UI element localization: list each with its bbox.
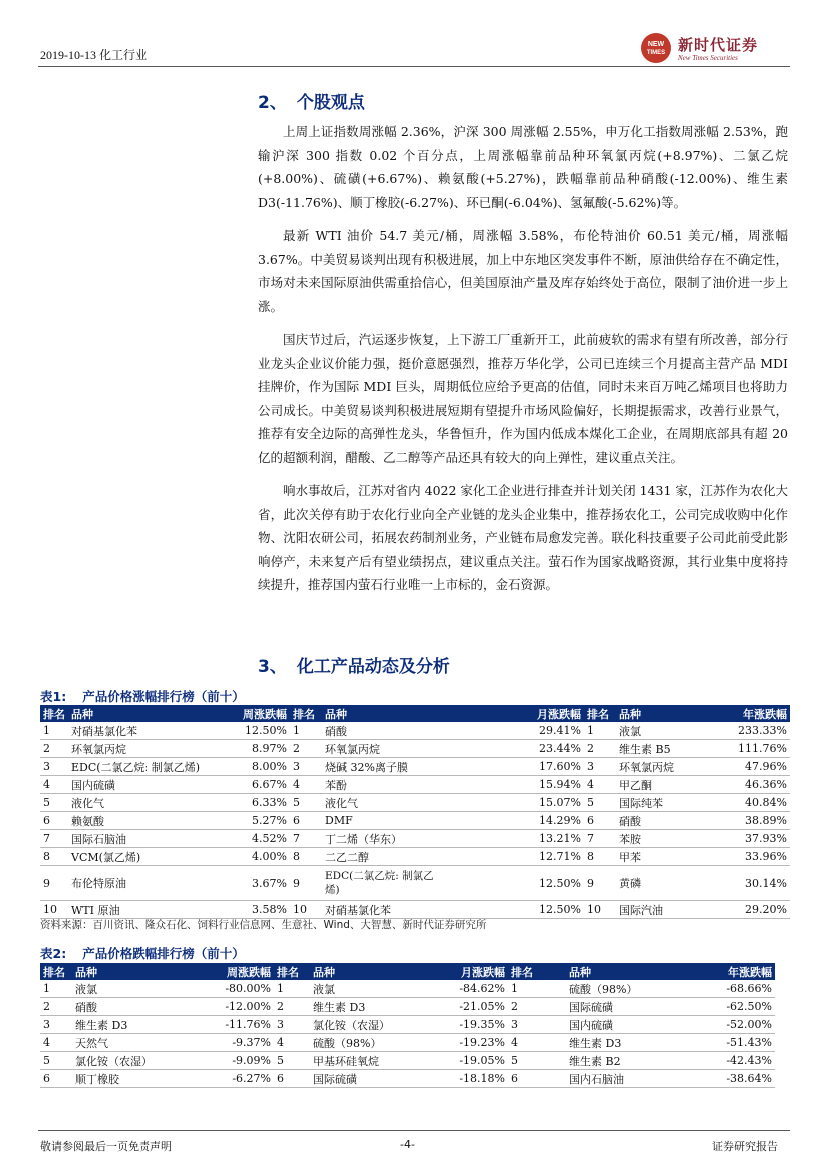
change-cell: 15.94% bbox=[444, 776, 584, 794]
product-cell: 丁二烯（华东） bbox=[322, 830, 444, 848]
table-2-caption bbox=[40, 944, 245, 962]
table-row bbox=[40, 1070, 775, 1088]
table-row bbox=[40, 758, 790, 776]
change-cell: 29.20% bbox=[708, 901, 790, 919]
change-cell: -19.05% bbox=[436, 1052, 508, 1070]
rank-cell: 9 bbox=[40, 866, 68, 901]
rank-cell: 2 bbox=[40, 740, 68, 758]
change-cell: -18.18% bbox=[436, 1070, 508, 1088]
rank-cell: 4 bbox=[274, 1034, 310, 1052]
change-cell: -84.62% bbox=[436, 980, 508, 998]
table-row bbox=[40, 812, 790, 830]
column-header: 品种 bbox=[566, 963, 686, 980]
product-cell: 维生素 D3 bbox=[310, 998, 436, 1016]
footer-page-number: -4- bbox=[400, 1138, 415, 1151]
change-cell: 40.84% bbox=[708, 794, 790, 812]
rank-cell: 5 bbox=[584, 794, 616, 812]
change-cell: -19.35% bbox=[436, 1016, 508, 1034]
change-cell: 111.76% bbox=[708, 740, 790, 758]
change-cell: 3.58% bbox=[218, 901, 290, 919]
product-cell: 液氯 bbox=[616, 722, 708, 740]
rank-cell: 2 bbox=[508, 998, 566, 1016]
change-cell: -19.23% bbox=[436, 1034, 508, 1052]
column-header: 排名 bbox=[290, 705, 322, 722]
column-header: 月涨跌幅 bbox=[444, 705, 584, 722]
product-cell: 硝酸 bbox=[72, 998, 204, 1016]
change-cell: 17.60% bbox=[444, 758, 584, 776]
footer-disclaimer: 敬请参阅最后一页免责声明 bbox=[40, 1140, 172, 1153]
column-header: 排名 bbox=[508, 963, 566, 980]
change-cell: 8.97% bbox=[218, 740, 290, 758]
rank-cell: 4 bbox=[40, 776, 68, 794]
table-row bbox=[40, 1034, 775, 1052]
product-cell: 国内硫磺 bbox=[68, 776, 218, 794]
product-cell: 烧碱 32%离子膜 bbox=[322, 758, 444, 776]
section-3-number: 3、 bbox=[258, 657, 287, 677]
product-cell: 液氯 bbox=[310, 980, 436, 998]
rank-cell: 1 bbox=[584, 722, 616, 740]
rank-cell: 6 bbox=[290, 812, 322, 830]
change-cell: 15.07% bbox=[444, 794, 584, 812]
product-cell: 甲基环硅氧烷 bbox=[310, 1052, 436, 1070]
change-cell: 29.41% bbox=[444, 722, 584, 740]
product-cell: 国际纯苯 bbox=[616, 794, 708, 812]
product-cell: 液化气 bbox=[68, 794, 218, 812]
rank-cell: 3 bbox=[274, 1016, 310, 1034]
product-cell: 环氧氯丙烷 bbox=[68, 740, 218, 758]
product-cell: 布伦特原油 bbox=[68, 866, 218, 901]
column-header: 品种 bbox=[68, 705, 218, 722]
header-divider bbox=[38, 66, 790, 67]
change-cell: 37.93% bbox=[708, 830, 790, 848]
paragraph-recommendation-wanhua: 国庆节过后，汽运逐步恢复，上下游工厂重新开工，此前疲软的需求有望有所改善，部分行业龙头企业议价能力强，挺价意愿强烈，推荐万华化学，公司已连续三个月提高主营产品 MDI 挂牌价，作为国际 MDI 巨头，周期低位应给予更高的估值，同时未来百万吨乙烯项目也将助力公司成长。中美贸易谈判积极进展短期有望提升市场风险偏好，长期提振需求，改善行业景气，推荐有安全边际的高弹性龙头，华鲁恒升，作为国内低成本煤化工企业，在周期底部具有超 20 亿的超额利润，醋酸、乙二醇等产品还具有较大的向上弹性，建议重点关注。 bbox=[258, 332, 788, 465]
svg-text:NEW: NEW bbox=[647, 41, 665, 48]
logo-company-name: 新时代证券 bbox=[678, 36, 759, 54]
table-header-row bbox=[40, 705, 790, 722]
change-cell: 4.00% bbox=[218, 848, 290, 866]
change-cell: -21.05% bbox=[436, 998, 508, 1016]
header-date-industry: 2019-10-13 化工行业 bbox=[40, 48, 147, 62]
product-cell: 液氯 bbox=[72, 980, 204, 998]
rank-cell: 5 bbox=[274, 1052, 310, 1070]
svg-text:TIMES: TIMES bbox=[646, 50, 666, 56]
column-header: 排名 bbox=[40, 963, 72, 980]
logo-company-name-en: New Times Securities bbox=[678, 54, 738, 62]
change-cell: 6.67% bbox=[218, 776, 290, 794]
section-3-heading bbox=[258, 652, 450, 677]
rank-cell: 2 bbox=[274, 998, 310, 1016]
rank-cell: 7 bbox=[584, 830, 616, 848]
section-2-number: 2、 bbox=[258, 93, 287, 113]
product-cell: 硫酸（98%） bbox=[566, 980, 686, 998]
rank-cell: 7 bbox=[290, 830, 322, 848]
column-header: 品种 bbox=[310, 963, 436, 980]
product-cell: VCM(氯乙烯) bbox=[68, 848, 218, 866]
product-cell: 氯化铵（农湿） bbox=[72, 1052, 204, 1070]
rank-cell: 5 bbox=[290, 794, 322, 812]
product-cell: 国内硫磺 bbox=[566, 1016, 686, 1034]
change-cell: -42.43% bbox=[686, 1052, 775, 1070]
table-2-title: 产品价格跌幅排行榜（前十） bbox=[82, 946, 245, 961]
product-cell: EDC(二氯乙烷: 制氯乙烯) bbox=[68, 758, 218, 776]
product-cell: DMF bbox=[322, 812, 444, 830]
column-header: 排名 bbox=[40, 705, 68, 722]
table-1-label: 表1: bbox=[40, 689, 67, 704]
product-cell: EDC(二氯乙烷: 制氯乙烯) bbox=[322, 866, 444, 901]
rank-cell: 5 bbox=[40, 1052, 72, 1070]
rank-cell: 7 bbox=[40, 830, 68, 848]
rank-cell: 6 bbox=[40, 812, 68, 830]
product-cell: 对硝基氯化苯 bbox=[68, 722, 218, 740]
product-cell: 环氧氯丙烷 bbox=[322, 740, 444, 758]
footer-divider bbox=[38, 1130, 790, 1131]
change-cell: 4.52% bbox=[218, 830, 290, 848]
product-cell: 黄磷 bbox=[616, 866, 708, 901]
table-row bbox=[40, 776, 790, 794]
rank-cell: 1 bbox=[290, 722, 322, 740]
column-header: 品种 bbox=[72, 963, 204, 980]
product-cell: 维生素 D3 bbox=[72, 1016, 204, 1034]
column-header: 排名 bbox=[584, 705, 616, 722]
rank-cell: 5 bbox=[508, 1052, 566, 1070]
table-header-row bbox=[40, 963, 775, 980]
product-cell: 维生素 D3 bbox=[566, 1034, 686, 1052]
rank-cell: 6 bbox=[274, 1070, 310, 1088]
change-cell: -80.00% bbox=[204, 980, 274, 998]
column-header: 年涨跌幅 bbox=[686, 963, 775, 980]
rank-cell: 3 bbox=[40, 758, 68, 776]
table-row bbox=[40, 848, 790, 866]
section-2-body bbox=[258, 120, 788, 597]
change-cell: 14.29% bbox=[444, 812, 584, 830]
change-cell: 12.71% bbox=[444, 848, 584, 866]
change-cell: -38.64% bbox=[686, 1070, 775, 1088]
paragraph-market-summary: 上周上证指数周涨幅 2.36%，沪深 300 周涨幅 2.55%，申万化工指数周涨幅 2.53%，跑输沪深 300 指数 0.02 个百分点，上周涨幅靠前品种环氧氯丙烷(+8.97%)、二氯乙烷(+8.00%)、硫磺(+6.67%)、赖氨酸(+5.27%)，跌幅靠前品种硝酸(-12.00%)、维生素 D3(-11.76%)、顺丁橡胶(-6.27%)、环已酮(-6.04%)、氢氟酸(-5.62%)等。 bbox=[258, 124, 788, 210]
product-cell: 国际汽油 bbox=[616, 901, 708, 919]
change-cell: -12.00% bbox=[204, 998, 274, 1016]
rank-cell: 3 bbox=[508, 1016, 566, 1034]
rank-cell: 1 bbox=[40, 980, 72, 998]
product-cell: 甲乙酮 bbox=[616, 776, 708, 794]
change-cell: 38.89% bbox=[708, 812, 790, 830]
logo-mark-icon bbox=[640, 32, 672, 64]
section-3-title: 化工产品动态及分析 bbox=[296, 657, 450, 677]
change-cell: 5.27% bbox=[218, 812, 290, 830]
table-row bbox=[40, 1052, 775, 1070]
table-row bbox=[40, 722, 790, 740]
change-cell: -11.76% bbox=[204, 1016, 274, 1034]
table-price-losers bbox=[40, 963, 775, 1088]
rank-cell: 10 bbox=[40, 901, 68, 919]
product-cell: 维生素 B5 bbox=[616, 740, 708, 758]
product-cell: 硝酸 bbox=[322, 722, 444, 740]
rank-cell: 2 bbox=[40, 998, 72, 1016]
change-cell: -6.27% bbox=[204, 1070, 274, 1088]
rank-cell: 5 bbox=[40, 794, 68, 812]
product-cell: 液化气 bbox=[322, 794, 444, 812]
column-header: 周涨跌幅 bbox=[204, 963, 274, 980]
rank-cell: 2 bbox=[290, 740, 322, 758]
rank-cell: 3 bbox=[40, 1016, 72, 1034]
change-cell: -51.43% bbox=[686, 1034, 775, 1052]
product-cell: 环氧氯丙烷 bbox=[616, 758, 708, 776]
change-cell: 30.14% bbox=[708, 866, 790, 901]
rank-cell: 9 bbox=[290, 866, 322, 901]
section-2-heading bbox=[258, 88, 365, 113]
table-row bbox=[40, 980, 775, 998]
company-logo bbox=[640, 32, 790, 66]
rank-cell: 4 bbox=[584, 776, 616, 794]
change-cell: -52.00% bbox=[686, 1016, 775, 1034]
footer-report-type: 证券研究报告 bbox=[712, 1140, 778, 1153]
change-cell: 33.96% bbox=[708, 848, 790, 866]
change-cell: -68.66% bbox=[686, 980, 775, 998]
product-cell: 维生素 B2 bbox=[566, 1052, 686, 1070]
product-cell: 氯化铵（农湿） bbox=[310, 1016, 436, 1034]
rank-cell: 2 bbox=[584, 740, 616, 758]
change-cell: 12.50% bbox=[444, 901, 584, 919]
product-cell: 国际硫磺 bbox=[310, 1070, 436, 1088]
product-cell: WTI 原油 bbox=[68, 901, 218, 919]
change-cell: 23.44% bbox=[444, 740, 584, 758]
product-cell: 硝酸 bbox=[616, 812, 708, 830]
table-row bbox=[40, 866, 790, 901]
product-cell: 苯胺 bbox=[616, 830, 708, 848]
column-header: 品种 bbox=[616, 705, 708, 722]
rank-cell: 4 bbox=[40, 1034, 72, 1052]
column-header: 周涨跌幅 bbox=[218, 705, 290, 722]
change-cell: 12.50% bbox=[444, 866, 584, 901]
table-row bbox=[40, 794, 790, 812]
rank-cell: 8 bbox=[40, 848, 68, 866]
product-cell: 对硝基氯化苯 bbox=[322, 901, 444, 919]
change-cell: 12.50% bbox=[218, 722, 290, 740]
table-price-gainers bbox=[40, 705, 790, 919]
rank-cell: 10 bbox=[584, 901, 616, 919]
product-cell: 二乙二醇 bbox=[322, 848, 444, 866]
column-header: 排名 bbox=[274, 963, 310, 980]
section-2-title: 个股观点 bbox=[296, 93, 365, 113]
change-cell: 8.00% bbox=[218, 758, 290, 776]
product-cell: 赖氨酸 bbox=[68, 812, 218, 830]
product-cell: 天然气 bbox=[72, 1034, 204, 1052]
column-header: 年涨跌幅 bbox=[708, 705, 790, 722]
product-cell: 国际硫磺 bbox=[566, 998, 686, 1016]
table-2-label: 表2: bbox=[40, 946, 67, 961]
change-cell: -62.50% bbox=[686, 998, 775, 1016]
change-cell: 233.33% bbox=[708, 722, 790, 740]
table-row bbox=[40, 901, 790, 919]
paragraph-oil-price: 最新 WTI 油价 54.7 美元/桶，周涨幅 3.58%，布伦特油价 60.51 美元/桶，周涨幅 3.67%。中美贸易谈判出现有积极进展，加上中东地区突发事件不断，原油供给存在不确定性，市场对未来国际原油供需重拾信心，但美国原油产量及库存始终处于高位，限制了油价进一步上涨。 bbox=[258, 228, 788, 314]
rank-cell: 1 bbox=[274, 980, 310, 998]
rank-cell: 3 bbox=[290, 758, 322, 776]
column-header: 月涨跌幅 bbox=[436, 963, 508, 980]
table-1-title: 产品价格涨幅排行榜（前十） bbox=[82, 689, 245, 704]
rank-cell: 10 bbox=[290, 901, 322, 919]
change-cell: 3.67% bbox=[218, 866, 290, 901]
table-1-source: 资料来源：百川资讯、隆众石化、饲料行业信息网、生意社、Wind、大智慧、新时代证券研究所 bbox=[40, 919, 487, 931]
table-row bbox=[40, 740, 790, 758]
rank-cell: 8 bbox=[290, 848, 322, 866]
rank-cell: 6 bbox=[508, 1070, 566, 1088]
rank-cell: 9 bbox=[584, 866, 616, 901]
column-header: 品种 bbox=[322, 705, 444, 722]
change-cell: 46.36% bbox=[708, 776, 790, 794]
product-cell: 苯酚 bbox=[322, 776, 444, 794]
change-cell: 6.33% bbox=[218, 794, 290, 812]
rank-cell: 1 bbox=[40, 722, 68, 740]
rank-cell: 1 bbox=[508, 980, 566, 998]
table-row bbox=[40, 1016, 775, 1034]
product-cell: 顺丁橡胶 bbox=[72, 1070, 204, 1088]
change-cell: 13.21% bbox=[444, 830, 584, 848]
rank-cell: 4 bbox=[290, 776, 322, 794]
change-cell: -9.37% bbox=[204, 1034, 274, 1052]
product-cell: 国内石脑油 bbox=[566, 1070, 686, 1088]
change-cell: 47.96% bbox=[708, 758, 790, 776]
product-cell: 国际石脑油 bbox=[68, 830, 218, 848]
paragraph-jiangsu-policy: 响水事故后，江苏对省内 4022 家化工企业进行排查并计划关闭 1431 家，江苏作为农化大省，此次关停有助于农化行业向全产业链的龙头企业集中，推荐扬农化工，公司完成收购中化作物、沈阳农研公司，拓展农药制剂业务，产业链布局愈发完善。联化科技重要子公司此前受此影响停产，未来复产后有望业绩拐点，建议重点关注。萤石作为国家战略资源，其行业集中度将持续提升，推荐国内萤石行业唯一上市标的，金石资源。 bbox=[258, 483, 788, 592]
table-1-caption bbox=[40, 687, 245, 705]
product-cell: 硫酸（98%） bbox=[310, 1034, 436, 1052]
rank-cell: 6 bbox=[40, 1070, 72, 1088]
table-row bbox=[40, 830, 790, 848]
change-cell: -9.09% bbox=[204, 1052, 274, 1070]
product-cell: 甲苯 bbox=[616, 848, 708, 866]
rank-cell: 4 bbox=[508, 1034, 566, 1052]
rank-cell: 8 bbox=[584, 848, 616, 866]
table-row bbox=[40, 998, 775, 1016]
rank-cell: 3 bbox=[584, 758, 616, 776]
rank-cell: 6 bbox=[584, 812, 616, 830]
